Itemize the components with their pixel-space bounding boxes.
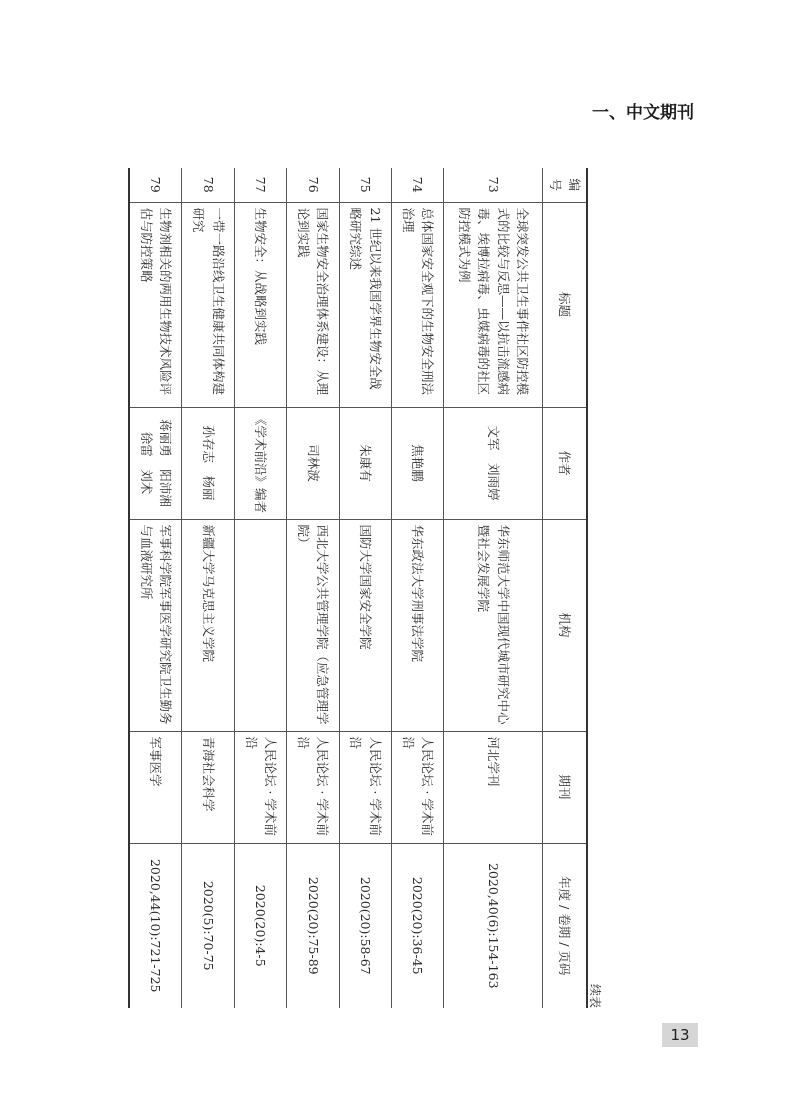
cell-number: 79 (129, 168, 182, 202)
cell-number: 74 (392, 168, 444, 202)
cell-title: 国家生物安全治理体系建设：从理论到实践 (287, 202, 339, 407)
section-title: 一、中文期刊 (592, 103, 694, 123)
cell-journal: 河北学刊 (444, 731, 543, 843)
cell-title: 生物安全：从战略到实践 (234, 202, 286, 407)
header-year-issue-pages: 年度 / 卷期 / 页码 (543, 843, 587, 1008)
table-row (339, 168, 391, 1008)
cell-institution: 华东政法大学刑事法学院 (392, 519, 444, 731)
table-row (287, 168, 339, 1008)
cell-authors: 司林波 (287, 407, 339, 519)
cell-institution (234, 519, 286, 731)
cell-number: 77 (234, 168, 286, 202)
cell-number: 73 (444, 168, 543, 202)
table-row (392, 168, 444, 1008)
cell-title: 总体国家安全观下的生物安全刑法治理 (392, 202, 444, 407)
page-number: 13 (662, 1023, 698, 1047)
cell-year-issue-pages: 2020(20):4-5 (234, 843, 286, 1008)
header-authors: 作者 (543, 407, 587, 519)
continued-label: 续表 (588, 983, 602, 1008)
cell-journal: 人民论坛 · 学术前沿 (234, 731, 286, 843)
rotated-table-container (128, 168, 602, 1008)
header-title: 标题 (543, 202, 587, 407)
cell-authors: 孙存志 杨丽 (182, 407, 234, 519)
cell-institution: 军事科学院军事医学研究院卫生勤务与血液研究所 (129, 519, 182, 731)
table-row (182, 168, 234, 1008)
header-institution: 机构 (543, 519, 587, 731)
cell-year-issue-pages: 2020(5):70-75 (182, 843, 234, 1008)
cell-institution: 华东师范大学中国现代城市研究中心暨社会发展学院 (444, 519, 543, 731)
cell-number: 75 (339, 168, 391, 202)
cell-year-issue-pages: 2020,40(6):154-163 (444, 843, 543, 1008)
cell-journal: 人民论坛 · 学术前沿 (339, 731, 391, 843)
cell-authors: 焦艳鹏 (392, 407, 444, 519)
header-journal: 期刊 (543, 731, 587, 843)
table-row (234, 168, 286, 1008)
header-number: 编号 (543, 168, 587, 202)
cell-journal: 军事医学 (129, 731, 182, 843)
table-row (129, 168, 182, 1008)
cell-year-issue-pages: 2020(20):75-89 (287, 843, 339, 1008)
cell-number: 78 (182, 168, 234, 202)
table-row (444, 168, 543, 1008)
cell-authors: 文军 刘雨婷 (444, 407, 543, 519)
cell-title: 生物剂相关的两用生物技术风险评估与防控策略 (129, 202, 182, 407)
cell-journal: 人民论坛 · 学术前沿 (392, 731, 444, 843)
cell-authors: 蒋丽勇 阳沛湘 徐雷 刘术 (129, 407, 182, 519)
cell-journal: 人民论坛 · 学术前沿 (287, 731, 339, 843)
cell-institution: 国防大学国家安全学院 (339, 519, 391, 731)
cell-title: 21 世纪以来我国学界生物安全战略研究综述 (339, 202, 391, 407)
journal-table (128, 168, 588, 1008)
cell-number: 76 (287, 168, 339, 202)
cell-year-issue-pages: 2020,44(10):721-725 (129, 843, 182, 1008)
cell-title: 全球突发公共卫生事件社区防控模式的比较与反思——以抗击流感病毒、埃博拉病毒、虫媒病毒的社区防控模式为例 (444, 202, 543, 407)
cell-title: 一带一路沿线卫生健康共同体构建研究 (182, 202, 234, 407)
cell-year-issue-pages: 2020(20):36-45 (392, 843, 444, 1008)
cell-institution: 新疆大学马克思主义学院 (182, 519, 234, 731)
cell-authors: 朱康有 (339, 407, 391, 519)
cell-institution: 西北大学公共管理学院（应急管理学院） (287, 519, 339, 731)
cell-journal: 青海社会科学 (182, 731, 234, 843)
cell-year-issue-pages: 2020(20):58-67 (339, 843, 391, 1008)
table-header-row (543, 168, 587, 1008)
cell-authors: 《学术前沿》编者 (234, 407, 286, 519)
